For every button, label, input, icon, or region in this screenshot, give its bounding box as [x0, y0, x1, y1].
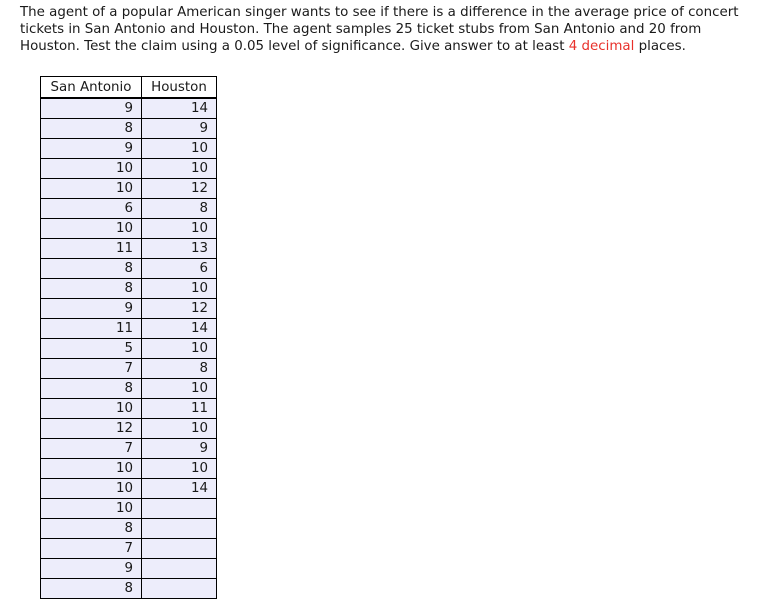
cell-houston: 12	[142, 179, 217, 199]
cell-houston	[142, 519, 217, 539]
cell-houston: 10	[142, 339, 217, 359]
table-header-row	[41, 77, 217, 99]
cell-houston	[142, 539, 217, 559]
cell-san-antonio: 10	[41, 399, 142, 419]
table-row	[41, 419, 217, 439]
table-row	[41, 519, 217, 539]
table-row	[41, 119, 217, 139]
cell-san-antonio: 6	[41, 199, 142, 219]
cell-houston: 14	[142, 98, 217, 119]
cell-houston: 9	[142, 439, 217, 459]
cell-san-antonio: 10	[41, 159, 142, 179]
table-row	[41, 139, 217, 159]
cell-houston: 10	[142, 419, 217, 439]
problem-text-before: The agent of a popular American singer wants to see if there is a difference in the average price of concert tickets in San Antonio and Houston. The agent samples 25 ticket stubs from San Antonio and 20 from Houston. Test the claim using a 0.05 level of significance. Give answer to at least	[20, 5, 739, 54]
cell-san-antonio: 10	[41, 219, 142, 239]
cell-san-antonio: 11	[41, 319, 142, 339]
cell-houston: 12	[142, 299, 217, 319]
cell-san-antonio: 9	[41, 98, 142, 119]
header-houston: Houston	[142, 77, 217, 99]
cell-san-antonio: 7	[41, 539, 142, 559]
cell-san-antonio: 7	[41, 359, 142, 379]
cell-san-antonio: 8	[41, 119, 142, 139]
cell-san-antonio: 7	[41, 439, 142, 459]
cell-houston: 10	[142, 219, 217, 239]
table-row	[41, 239, 217, 259]
table-row	[41, 299, 217, 319]
cell-houston: 11	[142, 399, 217, 419]
table-row	[41, 199, 217, 219]
table-row	[41, 279, 217, 299]
table-row	[41, 579, 217, 599]
cell-san-antonio: 8	[41, 579, 142, 599]
table-row	[41, 319, 217, 339]
cell-san-antonio: 5	[41, 339, 142, 359]
cell-san-antonio: 10	[41, 479, 142, 499]
problem-statement	[20, 4, 750, 55]
cell-san-antonio: 8	[41, 519, 142, 539]
table-row	[41, 98, 217, 119]
table-row	[41, 259, 217, 279]
table-row	[41, 219, 217, 239]
cell-houston: 10	[142, 159, 217, 179]
cell-houston: 6	[142, 259, 217, 279]
table-row	[41, 159, 217, 179]
table-row	[41, 339, 217, 359]
cell-houston: 9	[142, 119, 217, 139]
cell-san-antonio: 9	[41, 299, 142, 319]
table-row	[41, 459, 217, 479]
table-row	[41, 479, 217, 499]
cell-houston: 14	[142, 319, 217, 339]
header-san-antonio: San Antonio	[41, 77, 142, 99]
cell-houston: 13	[142, 239, 217, 259]
cell-san-antonio: 8	[41, 259, 142, 279]
table-row	[41, 439, 217, 459]
cell-houston: 10	[142, 139, 217, 159]
cell-san-antonio: 12	[41, 419, 142, 439]
cell-san-antonio: 10	[41, 179, 142, 199]
table-row	[41, 359, 217, 379]
cell-houston: 8	[142, 199, 217, 219]
cell-houston: 8	[142, 359, 217, 379]
cell-houston: 10	[142, 379, 217, 399]
table-row	[41, 559, 217, 579]
table-body	[41, 98, 217, 599]
table-row	[41, 499, 217, 519]
table-row	[41, 179, 217, 199]
ticket-price-table	[40, 76, 217, 599]
cell-houston: 14	[142, 479, 217, 499]
cell-san-antonio: 10	[41, 499, 142, 519]
decimal-places-highlight: 4 decimal	[568, 39, 635, 54]
cell-houston: 10	[142, 459, 217, 479]
cell-san-antonio: 8	[41, 279, 142, 299]
cell-san-antonio: 9	[41, 559, 142, 579]
problem-text-after: places.	[634, 39, 686, 54]
cell-san-antonio: 11	[41, 239, 142, 259]
cell-houston	[142, 579, 217, 599]
table-row	[41, 539, 217, 559]
table-row	[41, 399, 217, 419]
cell-san-antonio: 9	[41, 139, 142, 159]
cell-san-antonio: 8	[41, 379, 142, 399]
cell-houston: 10	[142, 279, 217, 299]
cell-houston	[142, 559, 217, 579]
cell-houston	[142, 499, 217, 519]
cell-san-antonio: 10	[41, 459, 142, 479]
table-row	[41, 379, 217, 399]
